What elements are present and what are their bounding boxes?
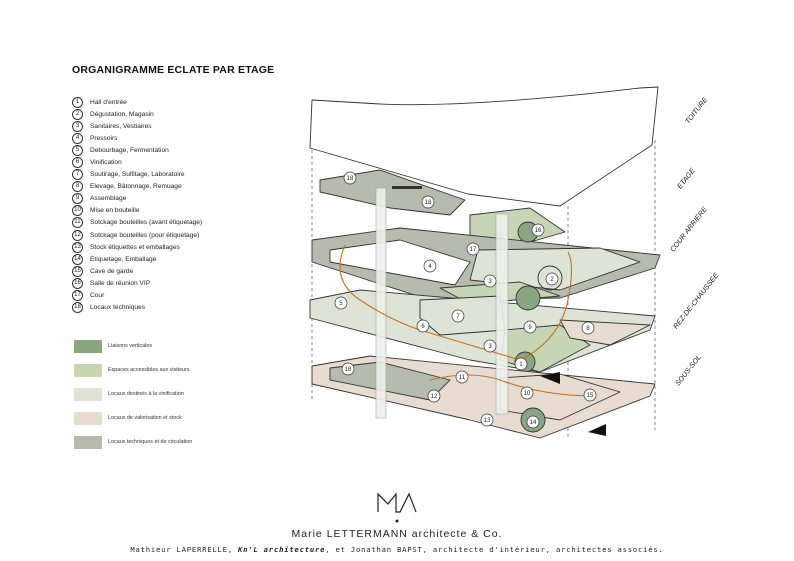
legend-label: Vinification <box>90 159 122 167</box>
legend-label: Soutirage, Sulfitage, Laboratoire <box>90 171 185 179</box>
room-marker <box>335 297 347 309</box>
room-marker <box>484 340 496 352</box>
diagram-title: ORGANIGRAMME ECLATE PAR ETAGE <box>72 64 275 76</box>
legend-label: Cour <box>90 292 105 300</box>
legend-number: 6 <box>72 157 83 168</box>
room-marker <box>546 273 558 285</box>
legend-label: Locaux techniques <box>90 304 145 312</box>
room-marker-number: 14 <box>529 420 537 427</box>
room-marker <box>532 224 544 236</box>
room-marker-number: 6 <box>421 324 425 331</box>
legend-number: 15 <box>72 266 83 277</box>
legend-number: 7 <box>72 169 83 180</box>
legend-number: 3 <box>72 121 83 132</box>
legend-label: Elevage, Bâtonnage, Remuage <box>90 183 182 191</box>
room-marker <box>527 416 539 428</box>
room-marker-number: 18 <box>344 367 352 374</box>
firm-logo <box>376 490 418 524</box>
room-marker-number: 18 <box>346 176 354 183</box>
room-marker <box>456 371 468 383</box>
firm-name: Marie LETTERMANN architecte & Co. <box>291 528 503 540</box>
room-marker-number: 3 <box>488 279 492 286</box>
legend-label: Etiquetage, Emballage <box>90 255 157 263</box>
room-marker <box>584 389 596 401</box>
floor-label-rez-de-chaussee: REZ-DE-CHAUSSEE <box>671 270 721 331</box>
legend-number: 4 <box>72 133 83 144</box>
associates-before: Mathieur LAPERRELLE, <box>130 545 233 554</box>
color-key-label: Liaisons verticales <box>108 343 153 349</box>
floor-label-etage: ETAGE <box>675 166 697 191</box>
room-marker <box>428 390 440 402</box>
legend-label: Sotckage bouteilles (pour étiquetage) <box>90 231 200 239</box>
associate-architects <box>0 545 794 554</box>
legend-number: 9 <box>72 193 83 204</box>
legend-number: 18 <box>72 302 83 313</box>
room-marker-number: 5 <box>339 301 343 308</box>
room-marker <box>422 196 434 208</box>
room-marker-number: 7 <box>456 314 460 321</box>
room-marker-number: 18 <box>424 200 432 207</box>
legend-number: 17 <box>72 290 83 301</box>
legend-number: 5 <box>72 145 83 156</box>
room-marker <box>524 321 536 333</box>
room-marker <box>582 322 594 334</box>
room-marker <box>452 310 464 322</box>
room-marker <box>342 363 354 375</box>
room-marker <box>481 414 493 426</box>
legend-number: 8 <box>72 181 83 192</box>
room-marker <box>417 320 429 332</box>
legend-number: 11 <box>72 217 83 228</box>
legend-label: Assemblage <box>90 195 127 203</box>
legend-label: Sotckage bouteilles (avant étiquetage) <box>90 219 203 227</box>
room-marker-number: 12 <box>430 394 438 401</box>
legend-number: 1 <box>72 97 83 108</box>
legend-number: 12 <box>72 230 83 241</box>
associates-after: , et Jonathan BAPST, architecte d'intérieur, architectes associés. <box>325 545 664 554</box>
floor-label-toiture: TOITURE <box>683 95 710 126</box>
room-marker-number: 13 <box>483 418 491 425</box>
legend-number: 16 <box>72 278 83 289</box>
room-marker <box>515 358 527 370</box>
legend-label: Stock étiquettes et emballages <box>90 243 180 251</box>
color-key-label: Locaux de valorisation et stock <box>108 415 182 421</box>
associates-bold: Kn'L architecture <box>238 545 326 554</box>
legend-number: 10 <box>72 205 83 216</box>
room-marker <box>521 387 533 399</box>
room-marker-number: 10 <box>523 391 531 398</box>
room-marker-number: 15 <box>586 393 594 400</box>
floor-label-sous-sol: SOUS-SOL <box>673 352 703 388</box>
room-marker-number: 8 <box>586 326 590 333</box>
room-marker-number: 2 <box>550 277 554 284</box>
legend-number: 2 <box>72 109 83 120</box>
room-marker-number: 1 <box>519 362 523 369</box>
room-marker <box>467 243 479 255</box>
room-marker-number: 3 <box>488 344 492 351</box>
room-marker-number: 16 <box>534 228 542 235</box>
legend-label: Cave de garde <box>90 267 134 275</box>
legend-number: 13 <box>72 242 83 253</box>
floor-label-cour-arriere: COUR ARRIERE <box>668 204 709 254</box>
room-marker-number: 4 <box>428 264 432 271</box>
color-key-label: Locaux destinés à la vinification <box>108 391 184 397</box>
room-marker-number: 17 <box>469 247 477 254</box>
legend-label: Salle de réunion VIP <box>90 279 151 287</box>
legend-label: Mise en bouteille <box>90 207 140 215</box>
legend-label: Pressoirs <box>90 134 118 142</box>
legend-label: Dégustation, Magasin <box>90 110 154 118</box>
room-marker <box>484 275 496 287</box>
room-marker-number: 11 <box>458 375 466 382</box>
room-marker <box>424 260 436 272</box>
legend-label: Sanitaires, Vestiaires <box>90 122 152 130</box>
legend-number: 14 <box>72 254 83 265</box>
room-marker-number: 9 <box>528 325 532 332</box>
room-marker <box>344 172 356 184</box>
color-key-label: Locaux techniques et de circulation <box>108 439 193 445</box>
legend-label: Hall d'entrée <box>90 98 127 106</box>
color-key-label: Espaces accessibles aux visiteurs <box>108 367 190 373</box>
legend-label: Debourbage, Fermentation <box>90 146 169 154</box>
